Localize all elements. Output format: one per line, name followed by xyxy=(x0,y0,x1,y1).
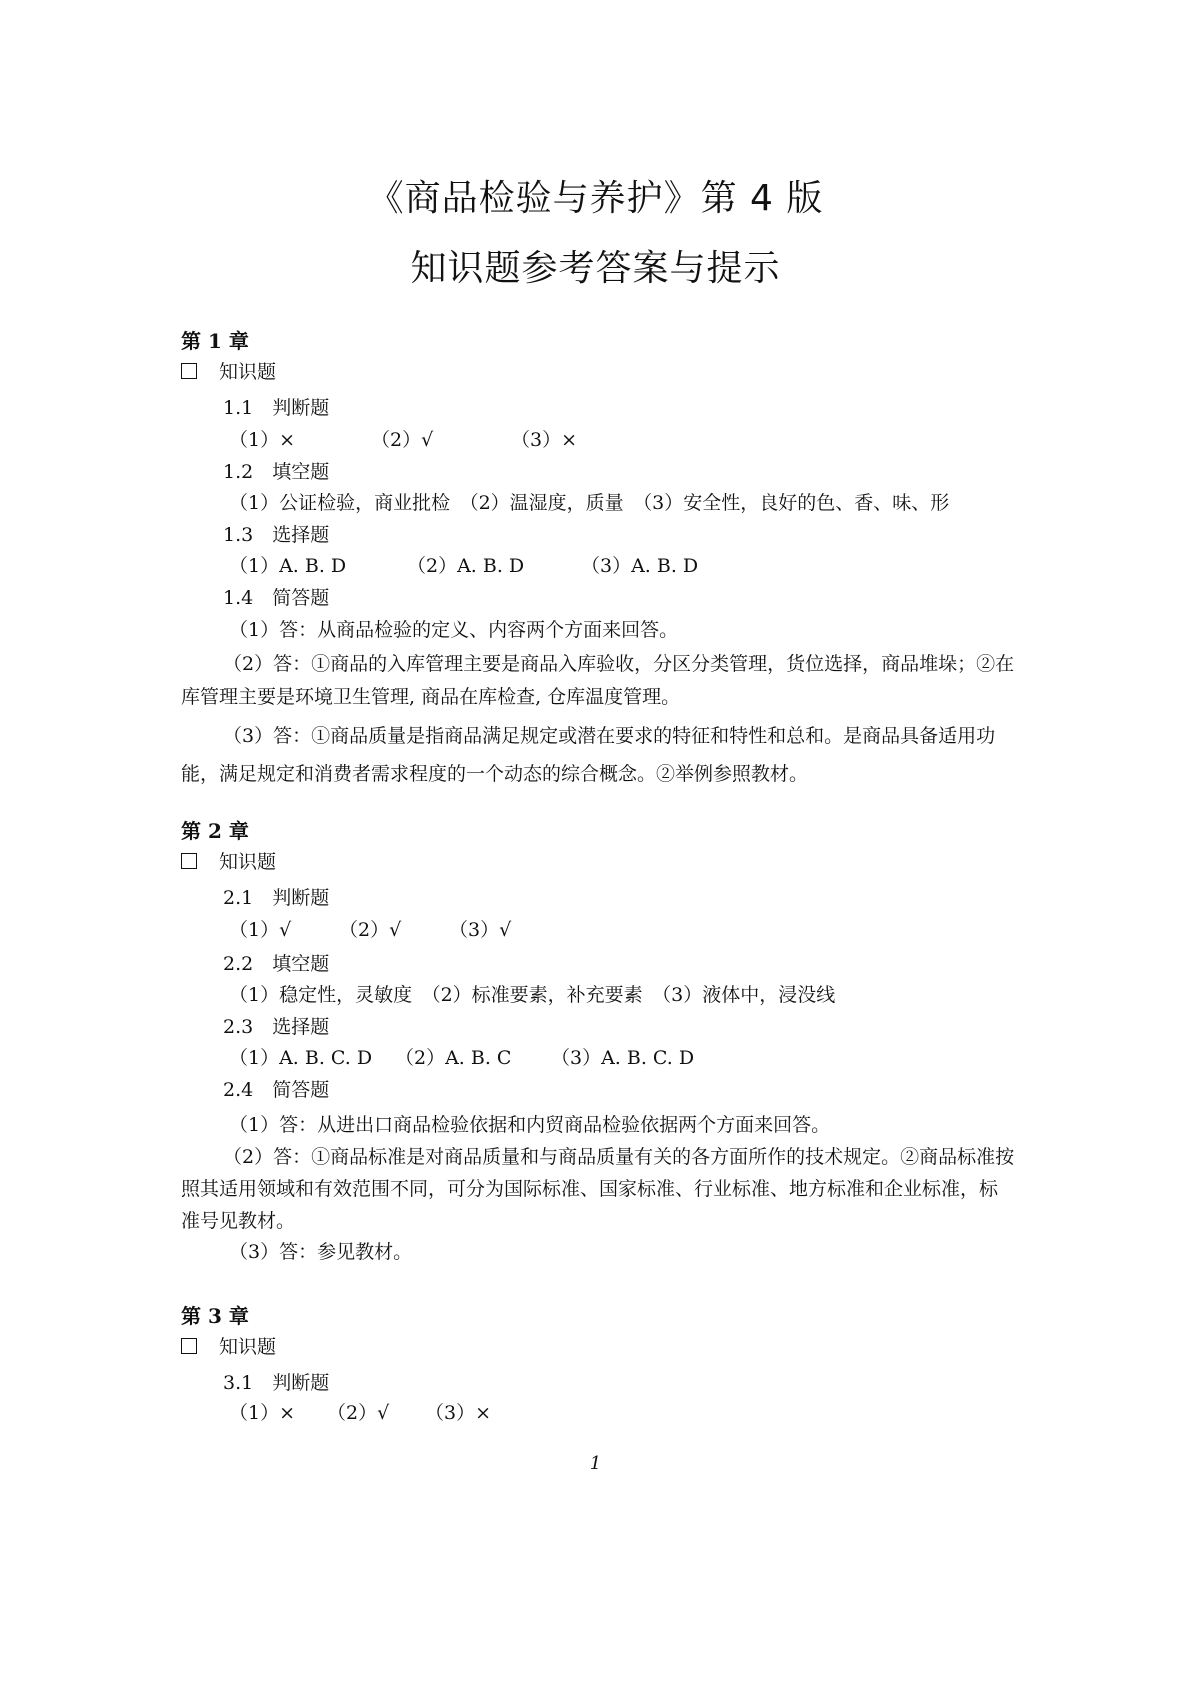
chapter-1-heading: 第 1 章 xyxy=(181,329,249,353)
question-1-4-answer-2: （2）答：①商品的入库管理主要是商品入库验收，分区分类管理，货位选择，商品堆垛；②在库管理主要是环境卫生管理, 商品在库检查, 仓库温度管理。 xyxy=(181,653,1015,708)
page-number: 1 xyxy=(589,1453,602,1474)
question-3-1-label: 3.1 判断题 xyxy=(223,1372,330,1394)
checkbox-icon xyxy=(181,1338,197,1354)
answer: （2）A. B. D xyxy=(407,555,525,577)
section-label: 知识题 xyxy=(219,361,277,383)
section-label: 知识题 xyxy=(219,1336,277,1358)
answer: （2）A. B. C xyxy=(395,1047,512,1069)
question-1-3-label: 1.3 选择题 xyxy=(223,524,330,546)
checkbox-icon xyxy=(181,853,197,869)
answer: （1）× xyxy=(229,1402,296,1424)
question-1-4-answer-1: （1）答：从商品检验的定义、内容两个方面来回答。 xyxy=(229,619,679,641)
document-title-line-1: 《商品检验与养护》第 4 版 xyxy=(367,178,824,219)
question-1-2-label: 1.2 填空题 xyxy=(223,461,330,483)
question-1-1-label: 1.1 判断题 xyxy=(223,397,330,419)
answer: （3）× xyxy=(425,1402,492,1424)
chapter-1-section xyxy=(181,357,276,384)
question-2-2-answers: （1）稳定性，灵敏度 （2）标准要素，补充要素 （3）液体中，浸没线 xyxy=(229,984,836,1006)
answer: （1）√ xyxy=(229,919,292,941)
question-2-4-answer-3: （3）答：参见教材。 xyxy=(229,1241,413,1263)
answer: （2）√ xyxy=(371,429,434,451)
checkbox-icon xyxy=(181,363,197,379)
question-1-4-answer-3: （3）答：①商品质量是指商品满足规定或潜在要求的特征和特性和总和。是商品具备适用功能，满足规定和消费者需求程度的一个动态的综合概念。②举例参照教材。 xyxy=(181,725,996,785)
answer: （1）A. B. D xyxy=(229,555,347,577)
question-2-3-label: 2.3 选择题 xyxy=(223,1016,330,1038)
answer: （3）A. B. C. D xyxy=(551,1047,695,1069)
answer: （1）A. B. C. D xyxy=(229,1047,373,1069)
question-1-4-label: 1.4 简答题 xyxy=(223,587,330,609)
answer: （3）√ xyxy=(449,919,512,941)
question-2-4-label: 2.4 简答题 xyxy=(223,1079,330,1101)
chapter-2-section xyxy=(181,847,276,874)
question-2-1-label: 2.1 判断题 xyxy=(223,887,330,909)
chapter-2-heading: 第 2 章 xyxy=(181,819,249,843)
chapter-3-section xyxy=(181,1332,276,1359)
section-label: 知识题 xyxy=(219,851,277,873)
document-title-line-2: 知识题参考答案与提示 xyxy=(410,248,781,289)
question-2-4-answer-2: （2）答：①商品标准是对商品质量和与商品质量有关的各方面所作的技术规定。②商品标准按照其适用领域和有效范围不同，可分为国际标准、国家标准、行业标准、地方标准和企业标准，标准号见教材。 xyxy=(181,1146,1015,1232)
question-1-2-answers: （1）公证检验，商业批检 （2）温湿度，质量 （3）安全性，良好的色、香、味、形 xyxy=(229,492,950,514)
answer: （3）A. B. D xyxy=(581,555,699,577)
answer: （2）√ xyxy=(339,919,402,941)
question-2-4-answer-1: （1）答：从进出口商品检验依据和内贸商品检验依据两个方面来回答。 xyxy=(229,1114,831,1136)
answer: （1）× xyxy=(229,429,296,451)
question-2-2-label: 2.2 填空题 xyxy=(223,953,330,975)
chapter-3-heading: 第 3 章 xyxy=(181,1304,249,1328)
answer: （3）× xyxy=(511,429,578,451)
answer: （2）√ xyxy=(327,1402,390,1424)
